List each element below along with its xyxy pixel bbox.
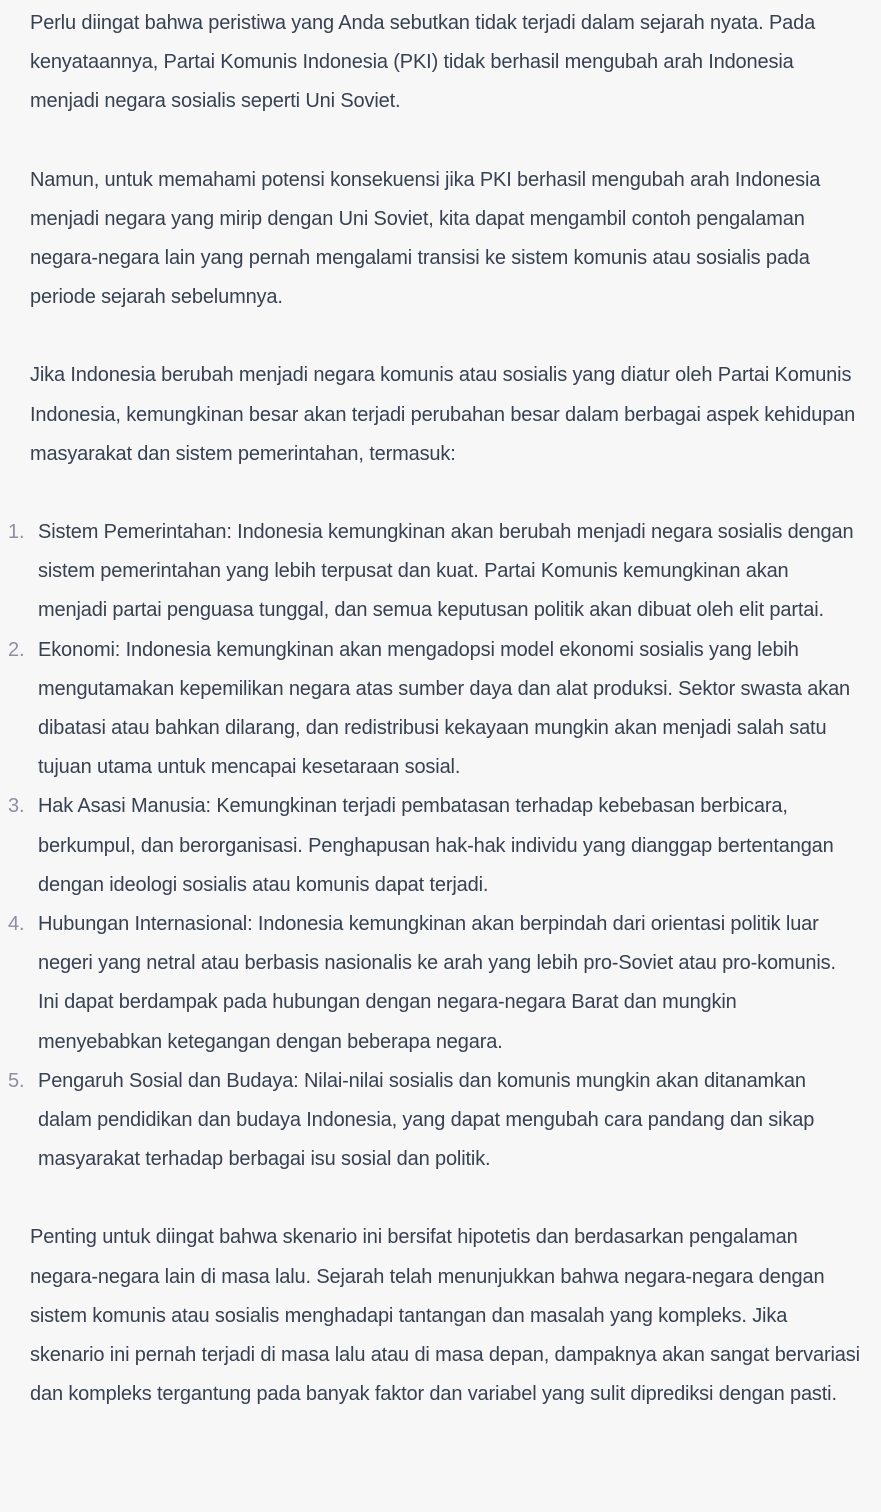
list-item: [8, 513, 861, 631]
list-item-text: Sistem Pemerintahan: Indonesia kemungkinan akan berubah menjadi negara sosialis dengan sistem pemerintahan yang lebih terpusat dan kuat. Partai Komunis kemungkinan akan menjadi partai penguasa tunggal, dan semua keputusan politik akan dibuat oleh elit partai.: [38, 521, 854, 622]
list-item-text: Hak Asasi Manusia: Kemungkinan terjadi pembatasan terhadap kebebasan berbicara, berkumpul, dan berorganisasi. Penghapusan hak-hak individu yang dianggap bertentangan dengan ideologi sosialis atau komunis dapat terjadi.: [38, 795, 834, 896]
paragraph-context: Namun, untuk memahami potensi konsekuensi jika PKI berhasil mengubah arah Indonesia menjadi negara yang mirip dengan Uni Soviet, kita dapat mengambil contoh pengalaman negara-negara lain yang pernah mengalami transisi ke sistem komunis atau sosialis pada periode sejarah sebelumnya.: [30, 168, 821, 309]
list-number: 3.: [8, 795, 25, 818]
paragraph-conclusion: Penting untuk diingat bahwa skenario ini bersifat hipotetis dan berdasarkan pengalaman negara-negara lain di masa lalu. Sejarah telah menunjukkan bahwa negara-negara dengan sistem komunis atau sosialis menghadapi tantangan dan masalah yang kompleks. Jika skenario ini pernah terjadi di masa lalu atau di masa depan, dampaknya akan sangat bervariasi dan kompleks tergantung pada banyak faktor dan variabel yang sulit diprediksi dengan pasti.: [30, 1226, 860, 1406]
list-number: 5.: [8, 1069, 25, 1092]
list-number: 4.: [8, 913, 25, 936]
paragraph-intro: Perlu diingat bahwa peristiwa yang Anda sebutkan tidak terjadi dalam sejarah nyata. Pada kenyataannya, Partai Komunis Indonesia (PKI) tidak berhasil mengubah arah Indonesia menjadi negara sosialis seperti Uni Soviet.: [30, 12, 816, 113]
list-item: [8, 905, 861, 1062]
list-number: 1.: [8, 521, 25, 544]
list-item-text: Pengaruh Sosial dan Budaya: Nilai-nilai sosialis dan komunis mungkin akan ditanamkan dalam pendidikan dan budaya Indonesia, yang dapat mengubah cara pandang dan sikap masyarakat terhadap berbagai isu sosial dan politik.: [38, 1069, 815, 1171]
list-item: [8, 1062, 861, 1180]
list-item-text: Hubungan Internasional: Indonesia kemungkinan akan berpindah dari orientasi politik luar negeri yang netral atau berbasis nasionalis ke arah yang lebih pro-Soviet atau pro-komunis. Ini dapat berdampak pada hubungan dengan negara-negara Barat dan mungkin menyebabkan ketegangan dengan beberapa negara.: [38, 913, 836, 1053]
paragraph-lead-in: Jika Indonesia berubah menjadi negara komunis atau sosialis yang diatur oleh Partai Komunis Indonesia, kemungkinan besar akan terjadi perubahan besar dalam berbagai aspek kehidupan masyarakat dan sistem pemerintahan, termasuk:: [30, 364, 856, 465]
consequence-list: [8, 513, 861, 1179]
list-item: [8, 631, 861, 788]
list-number: 2.: [8, 638, 25, 661]
list-item-text: Ekonomi: Indonesia kemungkinan akan mengadopsi model ekonomi sosialis yang lebih mengutamakan kepemilikan negara atas sumber daya dan alat produksi. Sektor swasta akan dibatasi atau bahkan dilarang, dan redistribusi kekayaan mungkin akan menjadi salah satu tujuan utama untuk mencapai kesetaraan sosial.: [38, 638, 851, 779]
list-item: [8, 787, 861, 905]
